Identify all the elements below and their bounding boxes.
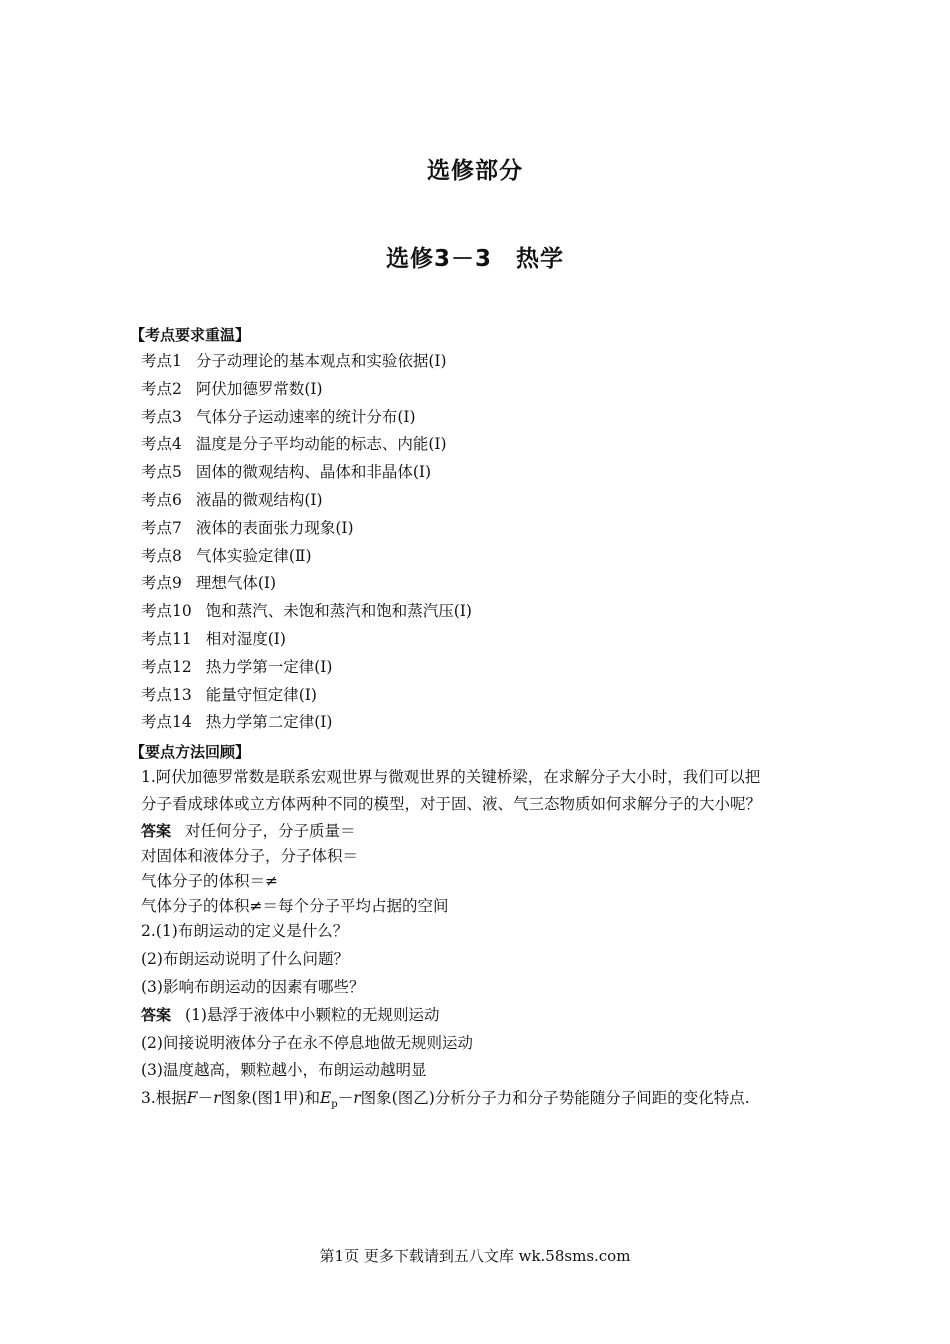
exam-point-text: 液体的表面张力现象(Ⅰ): [195, 518, 354, 537]
question-3-text: 图象(图1甲)和: [220, 1089, 320, 1107]
answer-text: 对任何分子，分子质量＝: [185, 822, 356, 840]
exam-point-text: 分子动理论的基本观点和实验依据(Ⅰ): [195, 352, 447, 370]
list-item: [141, 406, 472, 434]
exam-point-number: 考点7: [141, 518, 182, 537]
exam-point-number: 考点13: [141, 685, 192, 704]
list-item: [141, 711, 472, 739]
exam-point-text: 温度是分子平均动能的标志、内能(Ⅰ): [195, 435, 447, 454]
exam-point-number: 考点12: [141, 657, 192, 676]
section-heading-requirements: 【考点要求重温】: [130, 326, 251, 344]
exam-point-text: 热力学第二定律(Ⅰ): [205, 713, 333, 732]
answer-2-line-2: (2)间接说明液体分子在永不停息地做无规则运动: [141, 1034, 473, 1052]
list-item: [141, 489, 472, 517]
answer-1-line-3: 气体分子的体积＝≠: [141, 872, 278, 890]
exam-point-text: 饱和蒸汽、未饱和蒸汽和饱和蒸汽压(Ⅰ): [205, 602, 472, 621]
exam-point-number: 考点2: [141, 379, 182, 398]
list-item: [141, 572, 472, 600]
question-3-dash: －: [197, 1089, 214, 1107]
question-3-dash: －: [337, 1089, 354, 1107]
symbol-subscript: p: [331, 1099, 338, 1111]
exam-point-text: 能量守恒定律(Ⅰ): [205, 685, 317, 704]
answer-2-line-3: (3)温度越高，颗粒越小，布朗运动越明显: [141, 1061, 427, 1079]
question-1-line-1: 1.阿伏加德罗常数是联系宏观世界与微观世界的关键桥梁，在求解分子大小时，我们可以把: [141, 768, 761, 786]
section-heading-methods: 【要点方法回顾】: [130, 743, 251, 761]
page-footer: 第1页 更多下载请到五八文库 wk.58sms.com: [319, 1247, 631, 1265]
list-item: [141, 628, 472, 656]
exam-point-text: 相对湿度(Ⅰ): [205, 629, 286, 648]
exam-point-text: 热力学第一定律(Ⅰ): [205, 657, 333, 676]
question-2-line-1: 2.(1)布朗运动的定义是什么？: [141, 922, 349, 940]
question-3: [141, 1087, 750, 1116]
exam-point-number: 考点10: [141, 602, 192, 621]
exam-point-number: 考点14: [141, 713, 192, 732]
exam-point-text: 液晶的微观结构(Ⅰ): [195, 490, 323, 509]
exam-point-number: 考点11: [141, 629, 192, 648]
page-subtitle: 选修3－3 热学: [385, 246, 564, 272]
answer-1-line-4: 气体分子的体积≠＝每个分子平均占据的空间: [141, 897, 449, 915]
list-item: [141, 656, 472, 684]
question-3-text: 图象(图乙)分析分子力和分子势能随分子间距的变化特点.: [360, 1089, 750, 1107]
answer-1-line-2: 对固体和液体分子，分子体积＝: [141, 847, 359, 865]
exam-point-number: 考点4: [141, 435, 182, 454]
exam-point-text: 气体分子运动速率的统计分布(Ⅰ): [195, 407, 416, 426]
exam-point-number: 考点5: [141, 463, 182, 482]
answer-label: 答案: [141, 1006, 172, 1024]
answer-label: 答案: [141, 822, 172, 840]
symbol-distance: r: [353, 1089, 361, 1107]
exam-point-number: 考点6: [141, 490, 182, 509]
list-item: [141, 433, 472, 461]
question-2-line-2: (2)布朗运动说明了什么问题？: [141, 950, 349, 968]
answer-2-line-1: [141, 1004, 439, 1026]
exam-point-text: 固体的微观结构、晶体和非晶体(Ⅰ): [195, 463, 432, 482]
symbol-distance: r: [213, 1089, 221, 1107]
question-1-line-2: 分子看成球体或立方体两种不同的模型，对于固、液、气三态物质如何求解分子的大小呢？: [141, 795, 762, 813]
list-item: [141, 461, 472, 489]
question-3-text: 3.根据: [141, 1089, 187, 1107]
page-title: 选修部分: [427, 158, 523, 184]
exam-point-text: 阿伏加德罗常数(Ⅰ): [195, 379, 323, 398]
answer-1-line-1: [141, 820, 356, 842]
symbol-force: F: [186, 1089, 198, 1107]
exam-point-text: 理想气体(Ⅰ): [195, 574, 277, 593]
question-2-line-3: (3)影响布朗运动的因素有哪些？: [141, 978, 365, 996]
exam-point-text: 气体实验定律(Ⅱ): [195, 546, 312, 565]
list-item: [141, 545, 472, 573]
list-item: [141, 378, 472, 406]
answer-text: (1)悬浮于液体中小颗粒的无规则运动: [185, 1006, 440, 1024]
exam-point-number: 考点1: [141, 352, 182, 370]
exam-point-number: 考点3: [141, 407, 182, 426]
exam-point-number: 考点8: [141, 546, 182, 565]
list-item: [141, 600, 472, 628]
list-item: [141, 350, 472, 378]
exam-point-list: [141, 350, 472, 739]
list-item: [141, 684, 472, 712]
exam-point-number: 考点9: [141, 574, 182, 593]
list-item: [141, 517, 472, 545]
symbol-energy: E: [319, 1089, 332, 1107]
